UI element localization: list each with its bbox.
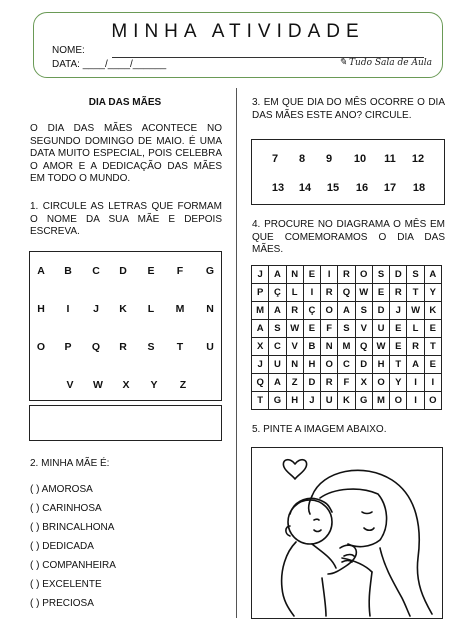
letter[interactable]: O bbox=[36, 341, 46, 353]
grid-row bbox=[252, 392, 442, 410]
grid-cell[interactable]: Y bbox=[424, 284, 441, 302]
grid-cell[interactable]: S bbox=[355, 302, 372, 320]
grid-cell[interactable]: E bbox=[390, 338, 407, 356]
grid-cell[interactable]: M bbox=[338, 338, 355, 356]
mother-face bbox=[320, 489, 387, 547]
option-item[interactable]: ( ) BRINCALHONA bbox=[30, 522, 115, 533]
grid-cell[interactable]: L bbox=[286, 284, 303, 302]
grid-cell[interactable]: A bbox=[407, 356, 424, 374]
grid-cell[interactable]: Ç bbox=[303, 302, 320, 320]
letter[interactable]: L bbox=[147, 303, 155, 315]
letter[interactable]: B bbox=[64, 265, 72, 277]
grid-cell[interactable]: A bbox=[338, 302, 355, 320]
question-2: 2. MINHA MÃE É: bbox=[30, 458, 110, 469]
section-title: DIA DAS MÃES bbox=[88, 97, 162, 108]
heart-icon bbox=[283, 460, 306, 479]
child-body bbox=[282, 542, 296, 616]
grid-cell[interactable]: W bbox=[355, 284, 372, 302]
option-item[interactable]: ( ) COMPANHEIRA bbox=[30, 560, 116, 571]
grid-cell[interactable]: J bbox=[252, 356, 269, 374]
day-number[interactable]: 8 bbox=[298, 153, 306, 165]
grid-cell[interactable]: V bbox=[286, 338, 303, 356]
header-box bbox=[33, 12, 443, 78]
letter[interactable]: N bbox=[206, 303, 214, 315]
grid-cell[interactable]: I bbox=[407, 392, 424, 410]
grid-cell[interactable]: D bbox=[355, 356, 372, 374]
question-4: 4. PROCURE NO DIAGRAMA O MÊS EM QUE COMEMORAMOS O DIA DAS MÃES. bbox=[252, 219, 445, 256]
grid-cell[interactable]: O bbox=[355, 266, 372, 284]
grid-cell[interactable]: E bbox=[372, 284, 389, 302]
grid-cell[interactable]: J bbox=[303, 392, 320, 410]
letter[interactable]: T bbox=[176, 341, 184, 353]
grid-cell[interactable]: O bbox=[390, 392, 407, 410]
grid-cell[interactable]: Ç bbox=[269, 284, 286, 302]
grid-cell[interactable]: R bbox=[390, 284, 407, 302]
grid-cell[interactable]: E bbox=[303, 320, 320, 338]
question-5: 5. PINTE A IMAGEM ABAIXO. bbox=[252, 424, 387, 435]
grid-row bbox=[252, 320, 442, 338]
letter[interactable]: A bbox=[37, 265, 45, 277]
letter[interactable]: D bbox=[119, 265, 127, 277]
letter[interactable]: K bbox=[119, 303, 127, 315]
letter[interactable]: Q bbox=[91, 341, 101, 353]
letter-box bbox=[29, 251, 222, 401]
grid-cell[interactable]: B bbox=[303, 338, 320, 356]
grid-cell[interactable]: U bbox=[372, 320, 389, 338]
letter[interactable]: P bbox=[64, 341, 72, 353]
day-number[interactable]: 11 bbox=[384, 153, 396, 165]
grid-cell[interactable]: O bbox=[372, 374, 389, 392]
grid-cell[interactable]: K bbox=[338, 392, 355, 410]
name-label: NOME: bbox=[52, 45, 85, 56]
question-3: 3. EM QUE DIA DO MÊS OCORRE O DIA DAS MÃES ESTE ANO? CIRCULE. bbox=[252, 97, 445, 121]
grid-cell[interactable]: Q bbox=[338, 284, 355, 302]
day-number[interactable]: 14 bbox=[298, 182, 312, 194]
grid-cell[interactable]: N bbox=[321, 338, 338, 356]
grid-cell[interactable]: X bbox=[355, 374, 372, 392]
grid-cell[interactable]: F bbox=[321, 320, 338, 338]
grid-cell[interactable]: P bbox=[252, 284, 269, 302]
day-number[interactable]: 9 bbox=[325, 153, 333, 165]
grid-cell[interactable]: F bbox=[338, 374, 355, 392]
column-divider bbox=[236, 88, 237, 618]
grid-cell[interactable]: W bbox=[286, 320, 303, 338]
grid-cell[interactable]: Q bbox=[252, 374, 269, 392]
letter[interactable]: R bbox=[119, 341, 127, 353]
option-item[interactable]: ( ) AMOROSA bbox=[30, 484, 93, 495]
grid-cell[interactable]: C bbox=[269, 338, 286, 356]
letter[interactable]: U bbox=[206, 341, 214, 353]
question-1: 1. CIRCULE AS LETRAS QUE FORMAM O NOME DA SUA MÃE E DEPOIS ESCREVA. bbox=[30, 201, 222, 238]
grid-cell[interactable]: T bbox=[407, 284, 424, 302]
grid-cell[interactable]: W bbox=[407, 302, 424, 320]
grid-cell[interactable]: A bbox=[424, 266, 441, 284]
pencil-icon: ✎ bbox=[338, 57, 348, 68]
grid-cell[interactable]: X bbox=[252, 338, 269, 356]
day-number[interactable]: 15 bbox=[326, 182, 340, 194]
grid-cell[interactable]: G bbox=[269, 392, 286, 410]
number-box bbox=[251, 139, 445, 205]
letter[interactable]: Z bbox=[179, 379, 187, 391]
letter[interactable]: J bbox=[93, 303, 99, 315]
letter[interactable]: E bbox=[147, 265, 155, 277]
letter[interactable]: X bbox=[122, 379, 130, 391]
grid-cell[interactable]: I bbox=[321, 266, 338, 284]
grid-cell[interactable]: Q bbox=[355, 338, 372, 356]
grid-cell[interactable]: K bbox=[424, 302, 441, 320]
grid-cell[interactable]: U bbox=[269, 356, 286, 374]
coloring-image-box[interactable] bbox=[251, 447, 443, 619]
grid-cell[interactable]: Y bbox=[390, 374, 407, 392]
grid-cell[interactable]: D bbox=[390, 266, 407, 284]
grid-cell[interactable]: R bbox=[338, 266, 355, 284]
option-item[interactable]: ( ) CARINHOSA bbox=[30, 503, 102, 514]
grid-cell[interactable]: M bbox=[372, 392, 389, 410]
grid-cell[interactable]: D bbox=[372, 302, 389, 320]
day-number[interactable]: 10 bbox=[353, 153, 367, 165]
grid-cell[interactable]: D bbox=[303, 374, 320, 392]
letter[interactable]: I bbox=[66, 303, 70, 315]
grid-cell[interactable]: J bbox=[390, 302, 407, 320]
grid-cell[interactable]: I bbox=[407, 374, 424, 392]
name-answer-box[interactable] bbox=[29, 405, 222, 441]
grid-cell[interactable]: T bbox=[424, 338, 441, 356]
word-search-grid bbox=[251, 265, 442, 410]
grid-cell[interactable]: E bbox=[390, 320, 407, 338]
letter[interactable]: H bbox=[37, 303, 45, 315]
grid-cell[interactable]: H bbox=[372, 356, 389, 374]
letter[interactable]: M bbox=[175, 303, 185, 315]
grid-cell[interactable]: E bbox=[424, 356, 441, 374]
grid-row bbox=[252, 356, 442, 374]
grid-cell[interactable]: O bbox=[321, 356, 338, 374]
letter[interactable]: Y bbox=[150, 379, 158, 391]
grid-cell[interactable]: J bbox=[252, 266, 269, 284]
grid-row bbox=[252, 284, 442, 302]
grid-cell[interactable]: S bbox=[269, 320, 286, 338]
grid-cell[interactable]: E bbox=[424, 320, 441, 338]
grid-cell[interactable]: R bbox=[321, 374, 338, 392]
grid-cell[interactable]: T bbox=[390, 356, 407, 374]
grid-row bbox=[252, 338, 442, 356]
letter[interactable]: C bbox=[92, 265, 100, 277]
letter[interactable]: W bbox=[93, 379, 103, 391]
grid-cell[interactable]: S bbox=[338, 320, 355, 338]
day-number[interactable]: 16 bbox=[355, 182, 369, 194]
grid-cell[interactable]: I bbox=[303, 284, 320, 302]
grid-cell[interactable]: W bbox=[372, 338, 389, 356]
grid-cell[interactable]: A bbox=[269, 374, 286, 392]
grid-cell[interactable]: R bbox=[407, 338, 424, 356]
grid-cell[interactable]: T bbox=[252, 392, 269, 410]
grid-cell[interactable]: V bbox=[355, 320, 372, 338]
day-number[interactable]: 12 bbox=[411, 153, 425, 165]
day-number[interactable]: 18 bbox=[412, 182, 426, 194]
intro-paragraph: O DIA DAS MÃES ACONTECE NO SEGUNDO DOMINGO DE MAIO. É UMA DATA MUITO ESPECIAL, POIS CELEBRA O AMOR E A DEDICAÇÃO DAS MÃES EM TODO O MUNDO. bbox=[30, 123, 222, 185]
date-label: DATA: ____/____/______ bbox=[52, 59, 167, 70]
letter[interactable]: F bbox=[176, 265, 184, 277]
grid-cell[interactable]: E bbox=[303, 266, 320, 284]
grid-cell[interactable]: N bbox=[286, 266, 303, 284]
grid-cell[interactable]: R bbox=[321, 284, 338, 302]
grid-cell[interactable]: G bbox=[355, 392, 372, 410]
mother-hand bbox=[328, 545, 356, 574]
grid-cell[interactable]: I bbox=[424, 374, 441, 392]
letter[interactable]: G bbox=[205, 265, 215, 277]
page-title: MINHA ATIVIDADE bbox=[111, 21, 365, 42]
letter[interactable]: V bbox=[66, 379, 74, 391]
logo bbox=[339, 57, 432, 68]
grid-cell[interactable]: A bbox=[269, 266, 286, 284]
grid-cell[interactable]: A bbox=[269, 302, 286, 320]
day-number[interactable]: 13 bbox=[271, 182, 285, 194]
option-item[interactable]: ( ) EXCELENTE bbox=[30, 579, 102, 590]
grid-row bbox=[252, 374, 442, 392]
grid-cell[interactable]: S bbox=[372, 266, 389, 284]
grid-cell[interactable]: S bbox=[407, 266, 424, 284]
grid-cell[interactable]: L bbox=[407, 320, 424, 338]
mother-child-illustration bbox=[252, 448, 441, 617]
logo-text: Tudo Sala de Aula bbox=[349, 57, 432, 68]
grid-cell[interactable]: M bbox=[252, 302, 269, 320]
grid-cell[interactable]: H bbox=[303, 356, 320, 374]
grid-cell[interactable]: N bbox=[286, 356, 303, 374]
day-number[interactable]: 7 bbox=[271, 153, 279, 165]
grid-cell[interactable]: U bbox=[321, 392, 338, 410]
grid-cell[interactable]: R bbox=[286, 302, 303, 320]
letter[interactable]: S bbox=[147, 341, 155, 353]
grid-cell[interactable]: A bbox=[252, 320, 269, 338]
grid-cell[interactable]: H bbox=[286, 392, 303, 410]
option-item[interactable]: ( ) PRECIOSA bbox=[30, 598, 94, 609]
grid-cell[interactable]: C bbox=[338, 356, 355, 374]
day-number[interactable]: 17 bbox=[383, 182, 397, 194]
option-item[interactable]: ( ) DEDICADA bbox=[30, 541, 94, 552]
grid-row bbox=[252, 302, 442, 320]
grid-cell[interactable]: Z bbox=[286, 374, 303, 392]
grid-row bbox=[252, 266, 442, 284]
grid-cell[interactable]: O bbox=[424, 392, 441, 410]
grid-cell[interactable]: O bbox=[321, 302, 338, 320]
